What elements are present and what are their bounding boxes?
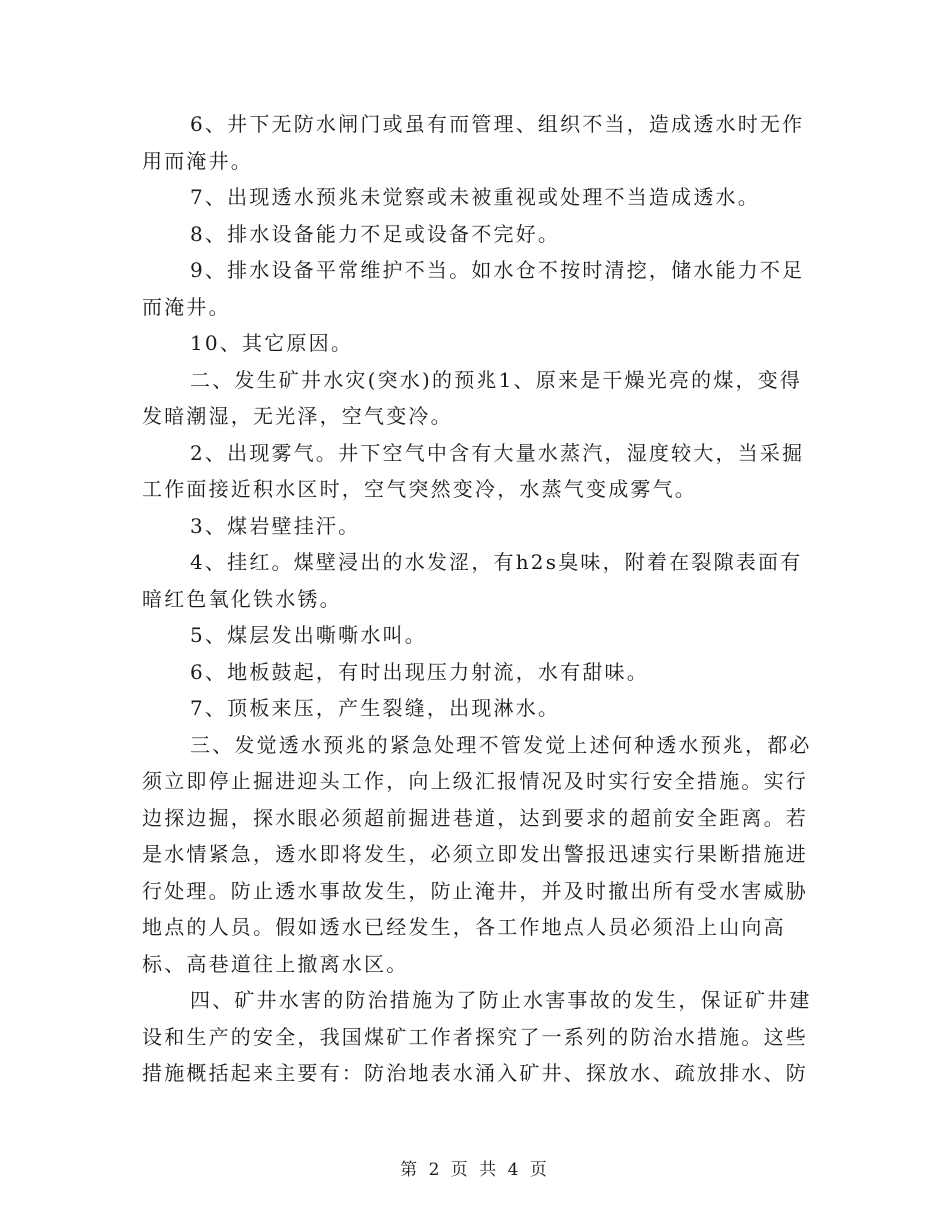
section-heading-paragraph: 四、矿井水害的防治措施为了防止水害事故的发生，保证矿井建设和生产的安全，我国煤矿工作者探究了一系列的防治水措施。这些措施概括起来主要有：防治地表水涌入矿井、探放水、疏放排水、防 <box>142 988 812 1085</box>
paragraph: 7、出现透水预兆未觉察或未被重视或处理不当造成透水。 <box>190 185 760 209</box>
paragraph: 4、挂红。煤壁浸出的水发涩，有h2s臭味，附着在裂隙表面有暗红色氧化铁水锈。 <box>142 550 803 611</box>
paragraph: 2、出现雾气。井下空气中含有大量水蒸汽，湿度较大，当采掘工作面接近积水区时，空气突然变冷，水蒸气变成雾气。 <box>142 440 805 501</box>
paragraph: 9、排水设备平常维护不当。如水仓不按时清挖，储水能力不足而淹井。 <box>142 258 805 319</box>
paragraph: 6、地板鼓起，有时出现压力射流，水有甜味。 <box>190 659 649 684</box>
paragraph: 7、顶板来压，产生裂缝，出现淋水。 <box>190 696 561 720</box>
paragraph: 10、其它原因。 <box>190 331 354 355</box>
paragraph: 5、煤层发出嘶嘶水叫。 <box>190 623 427 647</box>
document-body <box>142 106 814 1092</box>
paragraph: 8、排水设备能力不足或设备不完好。 <box>190 221 561 246</box>
paragraph: 6、井下无防水闸门或虽有而管理、组织不当，造成透水时无作用而淹井。 <box>142 112 805 173</box>
section-heading-paragraph: 二、发生矿井水灾(突水)的预兆1、原来是干燥光亮的煤，变得发暗潮湿，无光泽，空气变冷。 <box>142 367 803 428</box>
page-footer: 第 2 页 共 4 页 <box>400 1160 550 1180</box>
section-heading-paragraph: 三、发觉透水预兆的紧急处理不管发觉上述何种透水预兆，都必须立即停止掘进迎头工作，向上级汇报情况及时实行安全措施。实行边探边掘，探水眼必须超前掘进巷道，达到要求的超前安全距离。若是水情紧急，透水即将发生，必须立即发出警报迅速实行果断措施进行处理。防止透水事故发生，防止淹井，并及时撤出所有受水害威胁地点的人员。假如透水已经发生，各工作地点人员必须沿上山向高标、高巷道往上撤离水区。 <box>142 732 812 976</box>
paragraph: 3、煤岩壁挂汗。 <box>190 513 361 538</box>
